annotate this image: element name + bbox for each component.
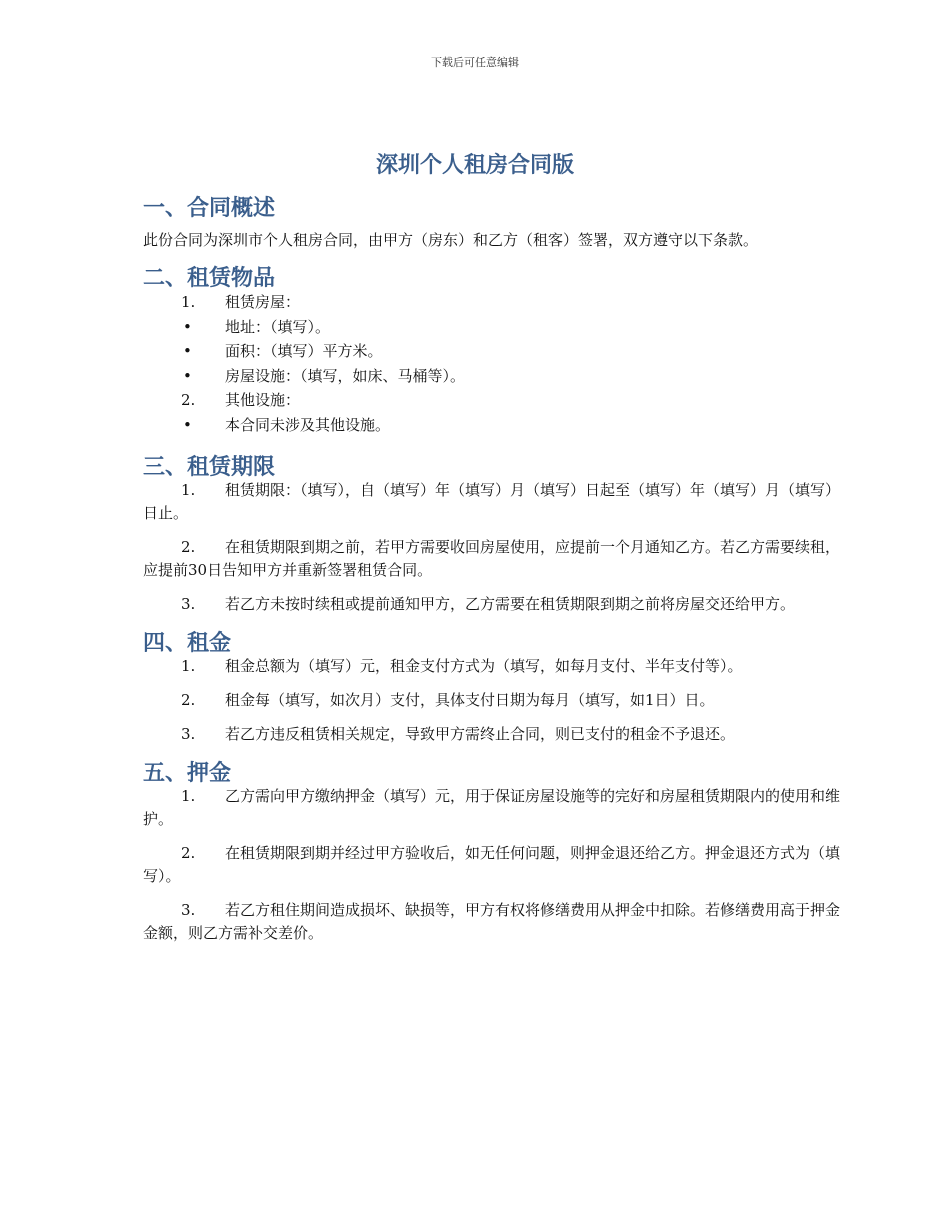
clause-text: 在租赁期限到期之前，若甲方需要收回房屋使用，应提前一个月通知乙方。若乙方需要续租，应提前30日告知甲方并重新签署租赁合同。	[143, 538, 841, 579]
numbered-clause	[143, 689, 840, 712]
clause-number: 3.	[181, 901, 196, 919]
clause-text: 租金总额为（填写）元，租金支付方式为（填写，如每月支付、半年支付等）。	[225, 657, 743, 675]
numbered-clause	[143, 479, 840, 525]
numbered-clause	[143, 842, 840, 888]
clause-number: 2.	[181, 538, 196, 556]
numbered-clause	[143, 655, 840, 678]
clause-text: 若乙方未按时续租或提前通知甲方，乙方需要在租赁期限到期之前将房屋交还给甲方。	[225, 595, 796, 613]
paragraph: 此份合同为深圳市个人租房合同，由甲方（房东）和乙方（租客）签署，双方遵守以下条款。	[143, 231, 759, 249]
bullet-marker: •	[183, 342, 192, 360]
numbered-clause	[143, 536, 840, 582]
rental-items-list	[113, 290, 840, 437]
list-marker: 2.	[181, 391, 196, 409]
list-item	[113, 339, 840, 364]
list-item-text: 其他设施：	[225, 391, 301, 409]
clause-number: 3.	[181, 595, 196, 613]
clause-text: 乙方需向甲方缴纳押金（填写）元，用于保证房屋设施等的完好和房屋租赁期限内的使用和维护。	[143, 787, 841, 828]
numbered-clause	[143, 593, 840, 616]
document-title: 深圳个人租房合同版	[375, 153, 574, 178]
section-heading: 三、租赁期限	[143, 455, 276, 480]
clause-number: 3.	[181, 725, 196, 743]
section-heading: 四、租金	[143, 631, 232, 656]
section-rent	[113, 627, 840, 746]
clause-text: 若乙方租住期间造成损坏、缺损等，甲方有权将修缮费用从押金中扣除。若修缮费用高于押金金额，则乙方需补交差价。	[143, 901, 841, 942]
list-marker: 1.	[181, 293, 196, 311]
header-note: 下载后可任意编辑	[431, 56, 519, 69]
clause-text: 租金每（填写，如次月）支付，具体支付日期为每月（填写，如1日）日。	[225, 691, 715, 709]
section-heading: 五、押金	[143, 761, 232, 786]
list-item	[113, 364, 840, 389]
list-item	[113, 413, 840, 438]
list-item-text: 房屋设施：（填写，如床、马桶等）。	[225, 366, 466, 385]
bullet-marker: •	[183, 317, 192, 336]
clause-number: 1.	[181, 481, 196, 499]
list-item-text: 地址：（填写）。	[225, 317, 331, 336]
list-item	[113, 388, 840, 413]
bullet-marker: •	[183, 366, 192, 385]
section-deposit	[113, 757, 840, 945]
numbered-clause	[143, 723, 840, 746]
section-rental-items	[113, 262, 840, 437]
section-lease-term	[113, 451, 840, 616]
numbered-clause	[143, 785, 840, 831]
list-item	[113, 290, 840, 315]
bullet-marker: •	[183, 415, 192, 434]
list-item-text: 本合同未涉及其他设施。	[225, 415, 391, 434]
section-overview	[113, 192, 840, 252]
clause-number: 2.	[181, 844, 196, 862]
clause-number: 1.	[181, 657, 196, 675]
section-heading: 一、合同概述	[143, 196, 276, 221]
list-item	[113, 315, 840, 340]
section-heading: 二、租赁物品	[143, 266, 276, 291]
clause-text: 在租赁期限到期并经过甲方验收后，如无任何问题，则押金退还给乙方。押金退还方式为（填写）。	[143, 844, 841, 885]
numbered-clause	[143, 899, 840, 945]
document-body	[113, 192, 840, 956]
clause-text: 若乙方违反租赁相关规定，导致甲方需终止合同，则已支付的租金不予退还。	[225, 725, 736, 743]
clause-number: 2.	[181, 691, 196, 709]
list-item-text: 面积：（填写）平方米。	[225, 342, 383, 360]
list-item-text: 租赁房屋：	[225, 293, 301, 311]
clause-text: 租赁期限：（填写），自（填写）年（填写）月（填写）日起至（填写）年（填写）月（填写）日止。	[143, 481, 841, 522]
clause-number: 1.	[181, 787, 196, 805]
